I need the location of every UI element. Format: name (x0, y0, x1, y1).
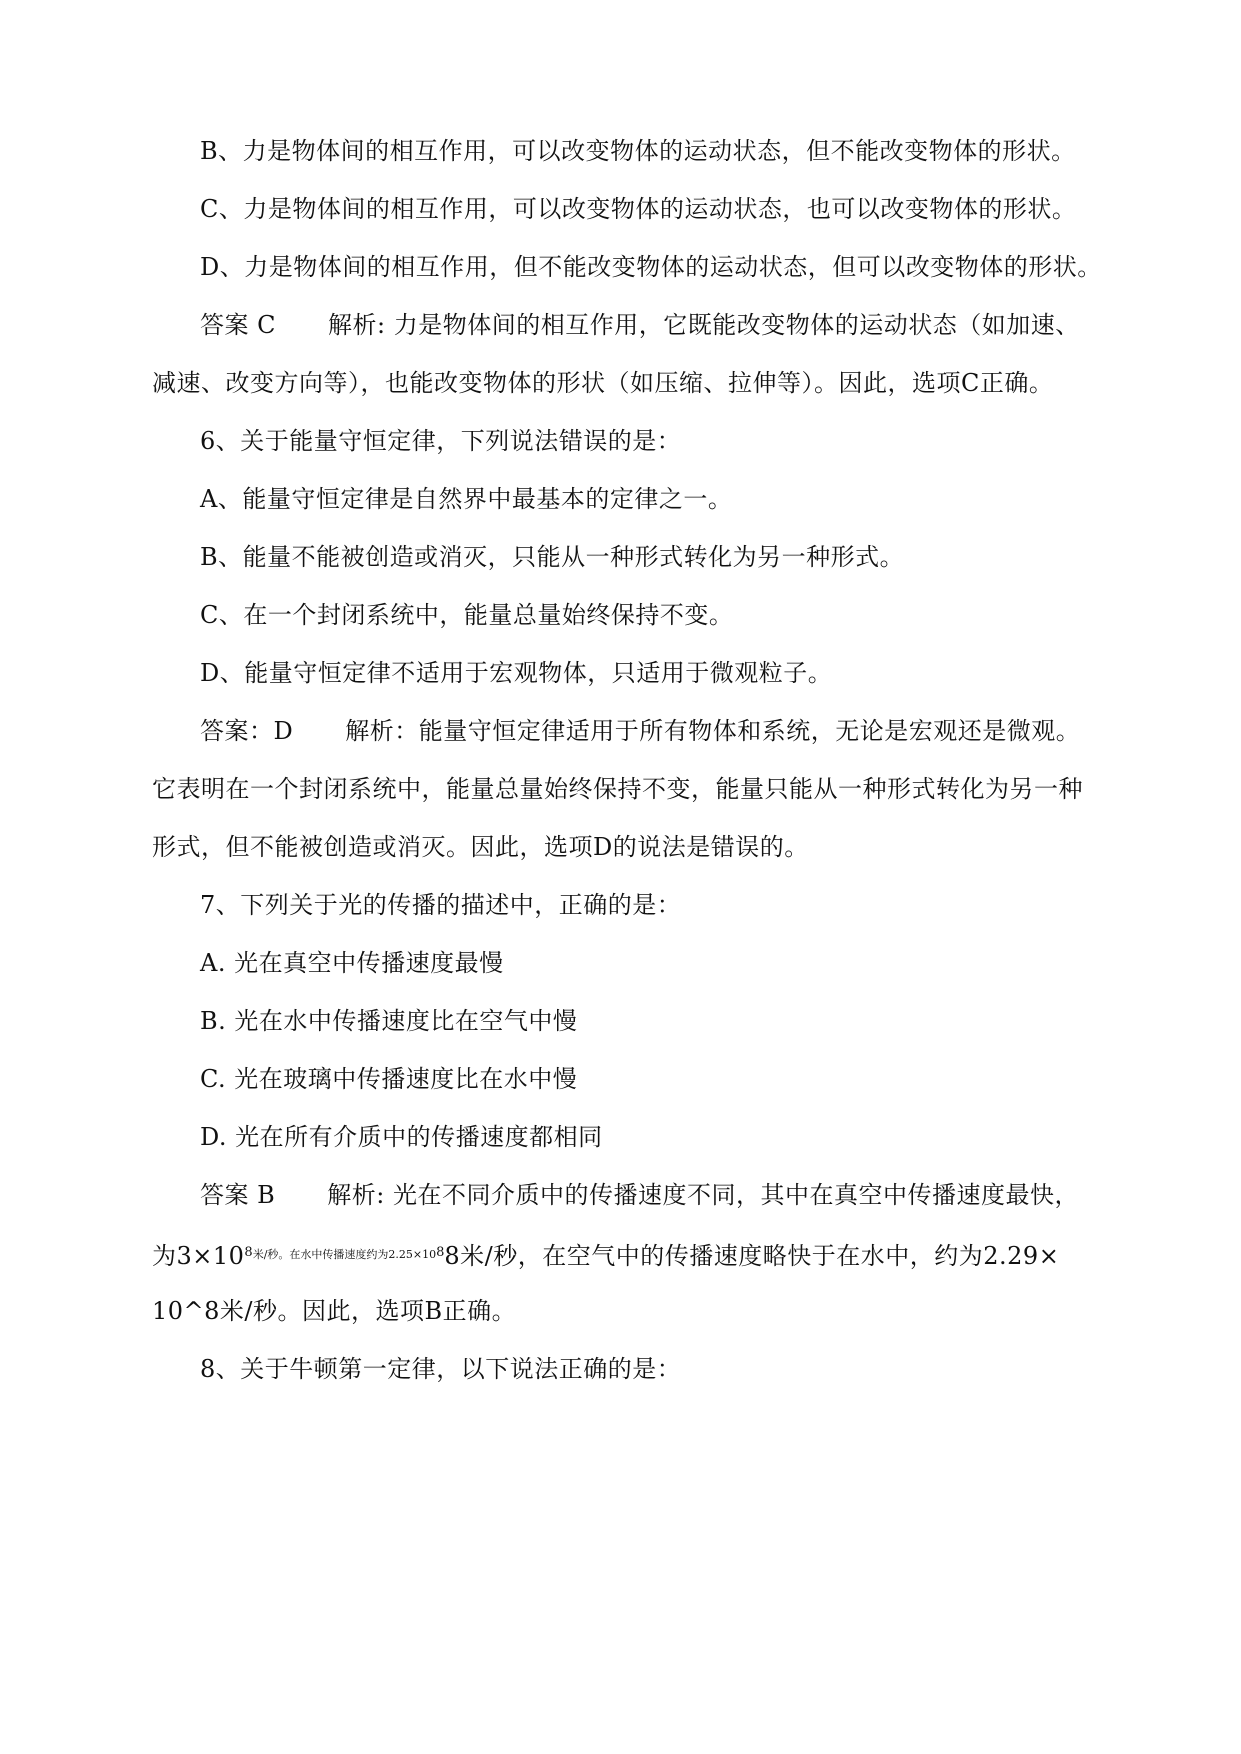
q6-explanation-line2: 它表明在一个封闭系统中，能量总量始终保持不变，能量只能从一种形式转化为另一种 (152, 775, 1083, 803)
q7-option-c: C. 光在玻璃中传播速度比在水中慢 (200, 1065, 578, 1093)
q7-option-d: D. 光在所有介质中的传播速度都相同 (200, 1123, 603, 1151)
q5-option-b: B、力是物体间的相互作用，可以改变物体的运动状态，但不能改变物体的形状。 (200, 137, 1076, 165)
q6-answer-line (200, 714, 1080, 748)
q7-explanation-small-text: 米/秒。在水中传播速度约为2.25×10 (252, 1248, 437, 1261)
q6-option-b: B、能量不能被创造或消灭，只能从一种形式转化为另一种形式。 (200, 543, 905, 571)
q7-explanation-line2-start: 为3×10 (152, 1242, 245, 1270)
q6-explanation-line1: 解析：能量守恒定律适用于所有物体和系统，无论是宏观还是微观。 (345, 717, 1081, 745)
q7-explanation-line1: 解析: 光在不同介质中的传播速度不同，其中在真空中传播速度最快， (327, 1181, 1079, 1209)
q7-answer-line (200, 1178, 1079, 1212)
q8-question: 8、关于牛顿第一定律，以下说法正确的是： (200, 1355, 682, 1383)
q6-explanation-line3: 形式，但不能被创造或消灭。因此，选项D的说法是错误的。 (152, 833, 809, 861)
q7-option-a: A. 光在真空中传播速度最慢 (200, 949, 504, 977)
q7-explanation-line3: 10^8米/秒。因此，选项B正确。 (152, 1297, 517, 1325)
q5-option-c: C、力是物体间的相互作用，可以改变物体的运动状态，也可以改变物体的形状。 (200, 195, 1077, 223)
q6-option-d: D、能量守恒定律不适用于宏观物体，只适用于微观粒子。 (200, 659, 833, 687)
q6-option-a: A、能量守恒定律是自然界中最基本的定律之一。 (200, 485, 733, 513)
q6-question: 6、关于能量守恒定律，下列说法错误的是： (200, 427, 682, 455)
q7-answer-label: 答案 B (200, 1181, 276, 1209)
q5-explanation-line2: 减速、改变方向等），也能改变物体的形状（如压缩、拉伸等）。因此，选项C正确。 (152, 369, 1054, 397)
q7-option-b: B. 光在水中传播速度比在空气中慢 (200, 1007, 578, 1035)
q7-explanation-line2 (152, 1236, 1059, 1273)
q6-answer-label: 答案：D (200, 717, 294, 745)
q5-explanation-line1: 解析: 力是物体间的相互作用，它既能改变物体的运动状态（如加速、 (328, 311, 1080, 339)
q5-option-d: D、力是物体间的相互作用，但不能改变物体的运动状态，但可以改变物体的形状。 (200, 253, 1102, 281)
q6-option-c: C、在一个封闭系统中，能量总量始终保持不变。 (200, 601, 734, 629)
q7-explanation-line2-end: 8米/秒，在空气中的传播速度略快于在水中，约为2.29× (444, 1242, 1060, 1270)
q5-answer-line (200, 308, 1080, 342)
q7-explanation-exponent-2: 8 (436, 1245, 445, 1260)
q7-question: 7、下列关于光的传播的描述中，正确的是： (200, 891, 682, 919)
q5-answer-label: 答案 C (200, 311, 276, 339)
q7-explanation-exponent: 8 (244, 1245, 253, 1260)
